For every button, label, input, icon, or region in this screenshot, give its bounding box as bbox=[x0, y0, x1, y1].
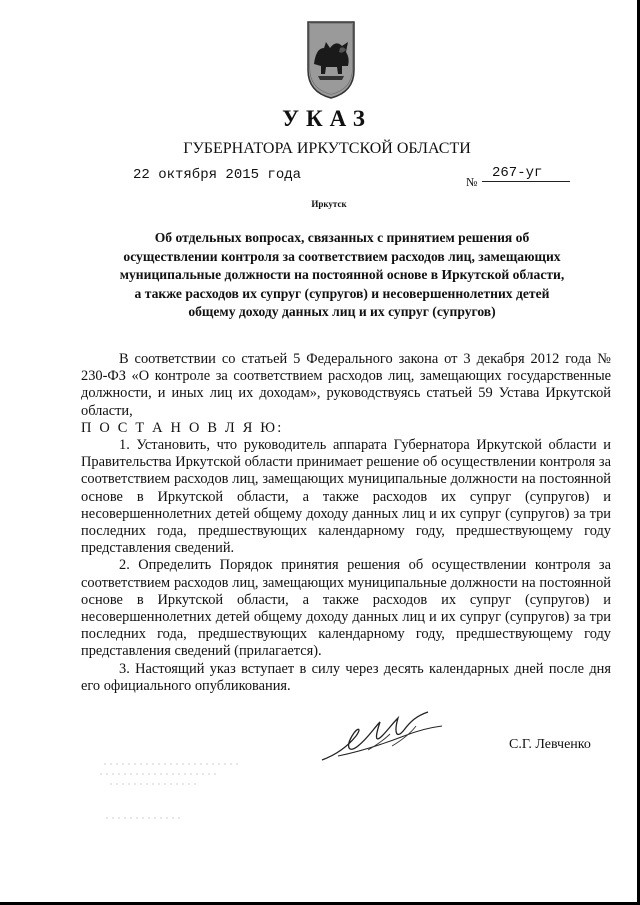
document-date: 22 октября 2015 года bbox=[133, 167, 302, 183]
number-sign: № bbox=[466, 175, 478, 189]
document-type: УКАЗ bbox=[282, 106, 372, 131]
title-line: а также расходов их супруг (супругов) и несовершеннолетних детей bbox=[134, 285, 550, 301]
faint-stamp-marks bbox=[100, 758, 250, 838]
title-line: Об отдельных вопросах, связанных с принятием решения об bbox=[154, 230, 530, 245]
document-number: 267-уг bbox=[482, 165, 570, 182]
preamble-paragraph: В соответствии со статьей 5 Федерального закона от 3 декабря 2012 года № 230-ФЗ «О контроле за соответствием расходов лиц, замещающих государственные должности, и иных лиц их доходам», руководствуясь статьей 59 Устава Иркутской области, bbox=[81, 351, 611, 419]
clause-3: 3. Настоящий указ вступает в силу через десять календарных дней после дня его официального опубликования. bbox=[81, 660, 611, 694]
clause-2: 2. Определить Порядок принятия решения об осуществлении контроля за соответствием расходов лиц, замещающих муниципальные должности на постоянной основе в Иркутской области, а также расходов их супруг (супругов) и несовершеннолетних детей общему доходу данных лиц и их супруг (супругов) за три последних года, предшествующих календарному году, предшествующему году представления сведений (прилагается). bbox=[81, 557, 611, 660]
document-body bbox=[81, 351, 611, 695]
document-title bbox=[82, 229, 602, 322]
resolves-heading: П О С Т А Н О В Л Я Ю: bbox=[81, 419, 284, 436]
clause-1: 1. Установить, что руководитель аппарата Губернатора Иркутской области и Правительства Иркутской области принимает решение об осуществлении контроля за соответствием расходов лиц, замещающих муниципальные должности на постоянной основе в Иркутской области, а также расходов их супруг (супругов) и несовершеннолетних детей общему доходу данных лиц и их супруг (супругов) за три последних года, предшествующих календарному году, предшествующему году представления сведений. bbox=[81, 437, 611, 557]
issuer-title: ГУБЕРНАТОРА ИРКУТСКОЙ ОБЛАСТИ bbox=[183, 140, 471, 157]
title-line: общему доходу данных лиц и их супруг (супругов) bbox=[188, 304, 496, 320]
title-line: муниципальные должности на постоянной основе в Иркутской области, bbox=[119, 267, 565, 283]
coat-of-arms-icon bbox=[304, 18, 358, 100]
handwritten-signature bbox=[318, 706, 448, 766]
signer-name: С.Г. Левченко bbox=[509, 737, 591, 752]
document-city: Иркутск bbox=[311, 199, 347, 209]
title-line: осуществлении контроля за соответствием расходов лиц, замещающих bbox=[123, 248, 561, 264]
